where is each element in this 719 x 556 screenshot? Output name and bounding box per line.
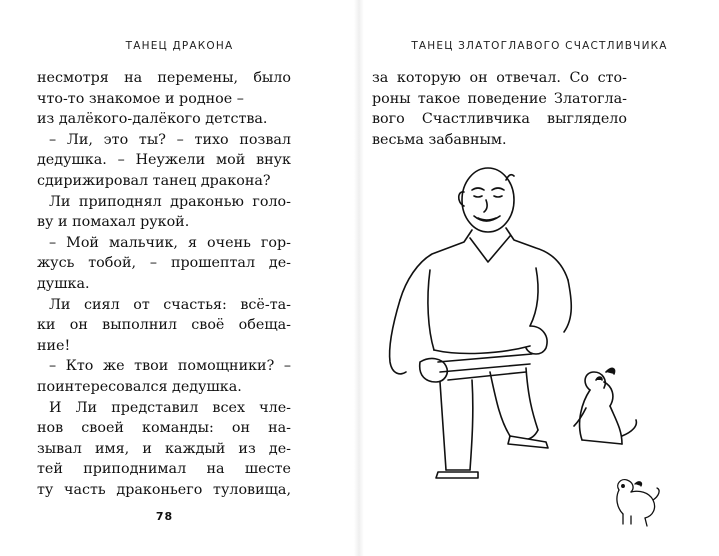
text-line: – Мой мальчик, я очень гор-	[49, 234, 291, 251]
text-line: ние!	[37, 337, 71, 354]
text-line: нов своей команды: он на-	[37, 420, 291, 437]
grandfather-head	[459, 168, 514, 232]
grandfather-and-puppy-illustration	[360, 150, 660, 480]
left-text-block	[37, 68, 291, 500]
text-line: роны такое поведение Златогла-	[372, 90, 627, 107]
text-line: дедушка. – Неужели мой внук	[37, 152, 291, 169]
right-running-head: ТАНЕЦ ЗЛАТОГЛАВОГО СЧАСТЛИВЧИКА	[411, 40, 668, 52]
text-line: жусь тобой, – прошептал де-	[37, 255, 291, 272]
text-line: Ли приподнял драконью голо-	[49, 193, 291, 210]
text-line: что-то знакомое и родное –	[37, 90, 244, 107]
text-line: из далёкого-далёкого детства.	[37, 111, 268, 128]
grandfather-body	[390, 228, 572, 380]
text-line: тей приподнимал на шесте	[37, 461, 291, 478]
text-line: – Кто же твои помощники? –	[49, 358, 291, 375]
text-line: ту часть драконьего туловища,	[37, 481, 291, 498]
page-number: 78	[155, 510, 174, 523]
left-page	[0, 0, 359, 556]
text-line: весьма забавным.	[372, 131, 507, 148]
text-line: за которую он отвечал. Со сто-	[372, 70, 627, 86]
text-line: И Ли представил всех чле-	[49, 399, 291, 416]
right-page	[360, 0, 719, 556]
text-line: несмотря на перемены, было	[37, 70, 291, 86]
corner-dog-ornament	[605, 470, 665, 530]
text-line: сдирижировал танец дракона?	[37, 172, 271, 189]
text-line: Ли сиял от счастья: всё-та-	[49, 296, 291, 313]
text-line: ки он выполнил своё обеща-	[37, 317, 291, 334]
text-line: душка.	[37, 275, 90, 292]
text-line: – Ли, это ты? – тихо позвал	[49, 131, 291, 148]
puppy-drawing	[574, 368, 636, 444]
text-line: зывал имя, и каждый из де-	[37, 440, 291, 457]
text-line: вого Счастливчика выглядело	[372, 111, 627, 128]
text-line: ву и помахал рукой.	[37, 214, 190, 231]
right-text-block	[372, 68, 627, 150]
grandfather-legs	[436, 368, 548, 478]
left-running-head: ТАНЕЦ ДРАКОНА	[125, 40, 234, 52]
text-line: поинтересовался дедушка.	[37, 378, 242, 395]
